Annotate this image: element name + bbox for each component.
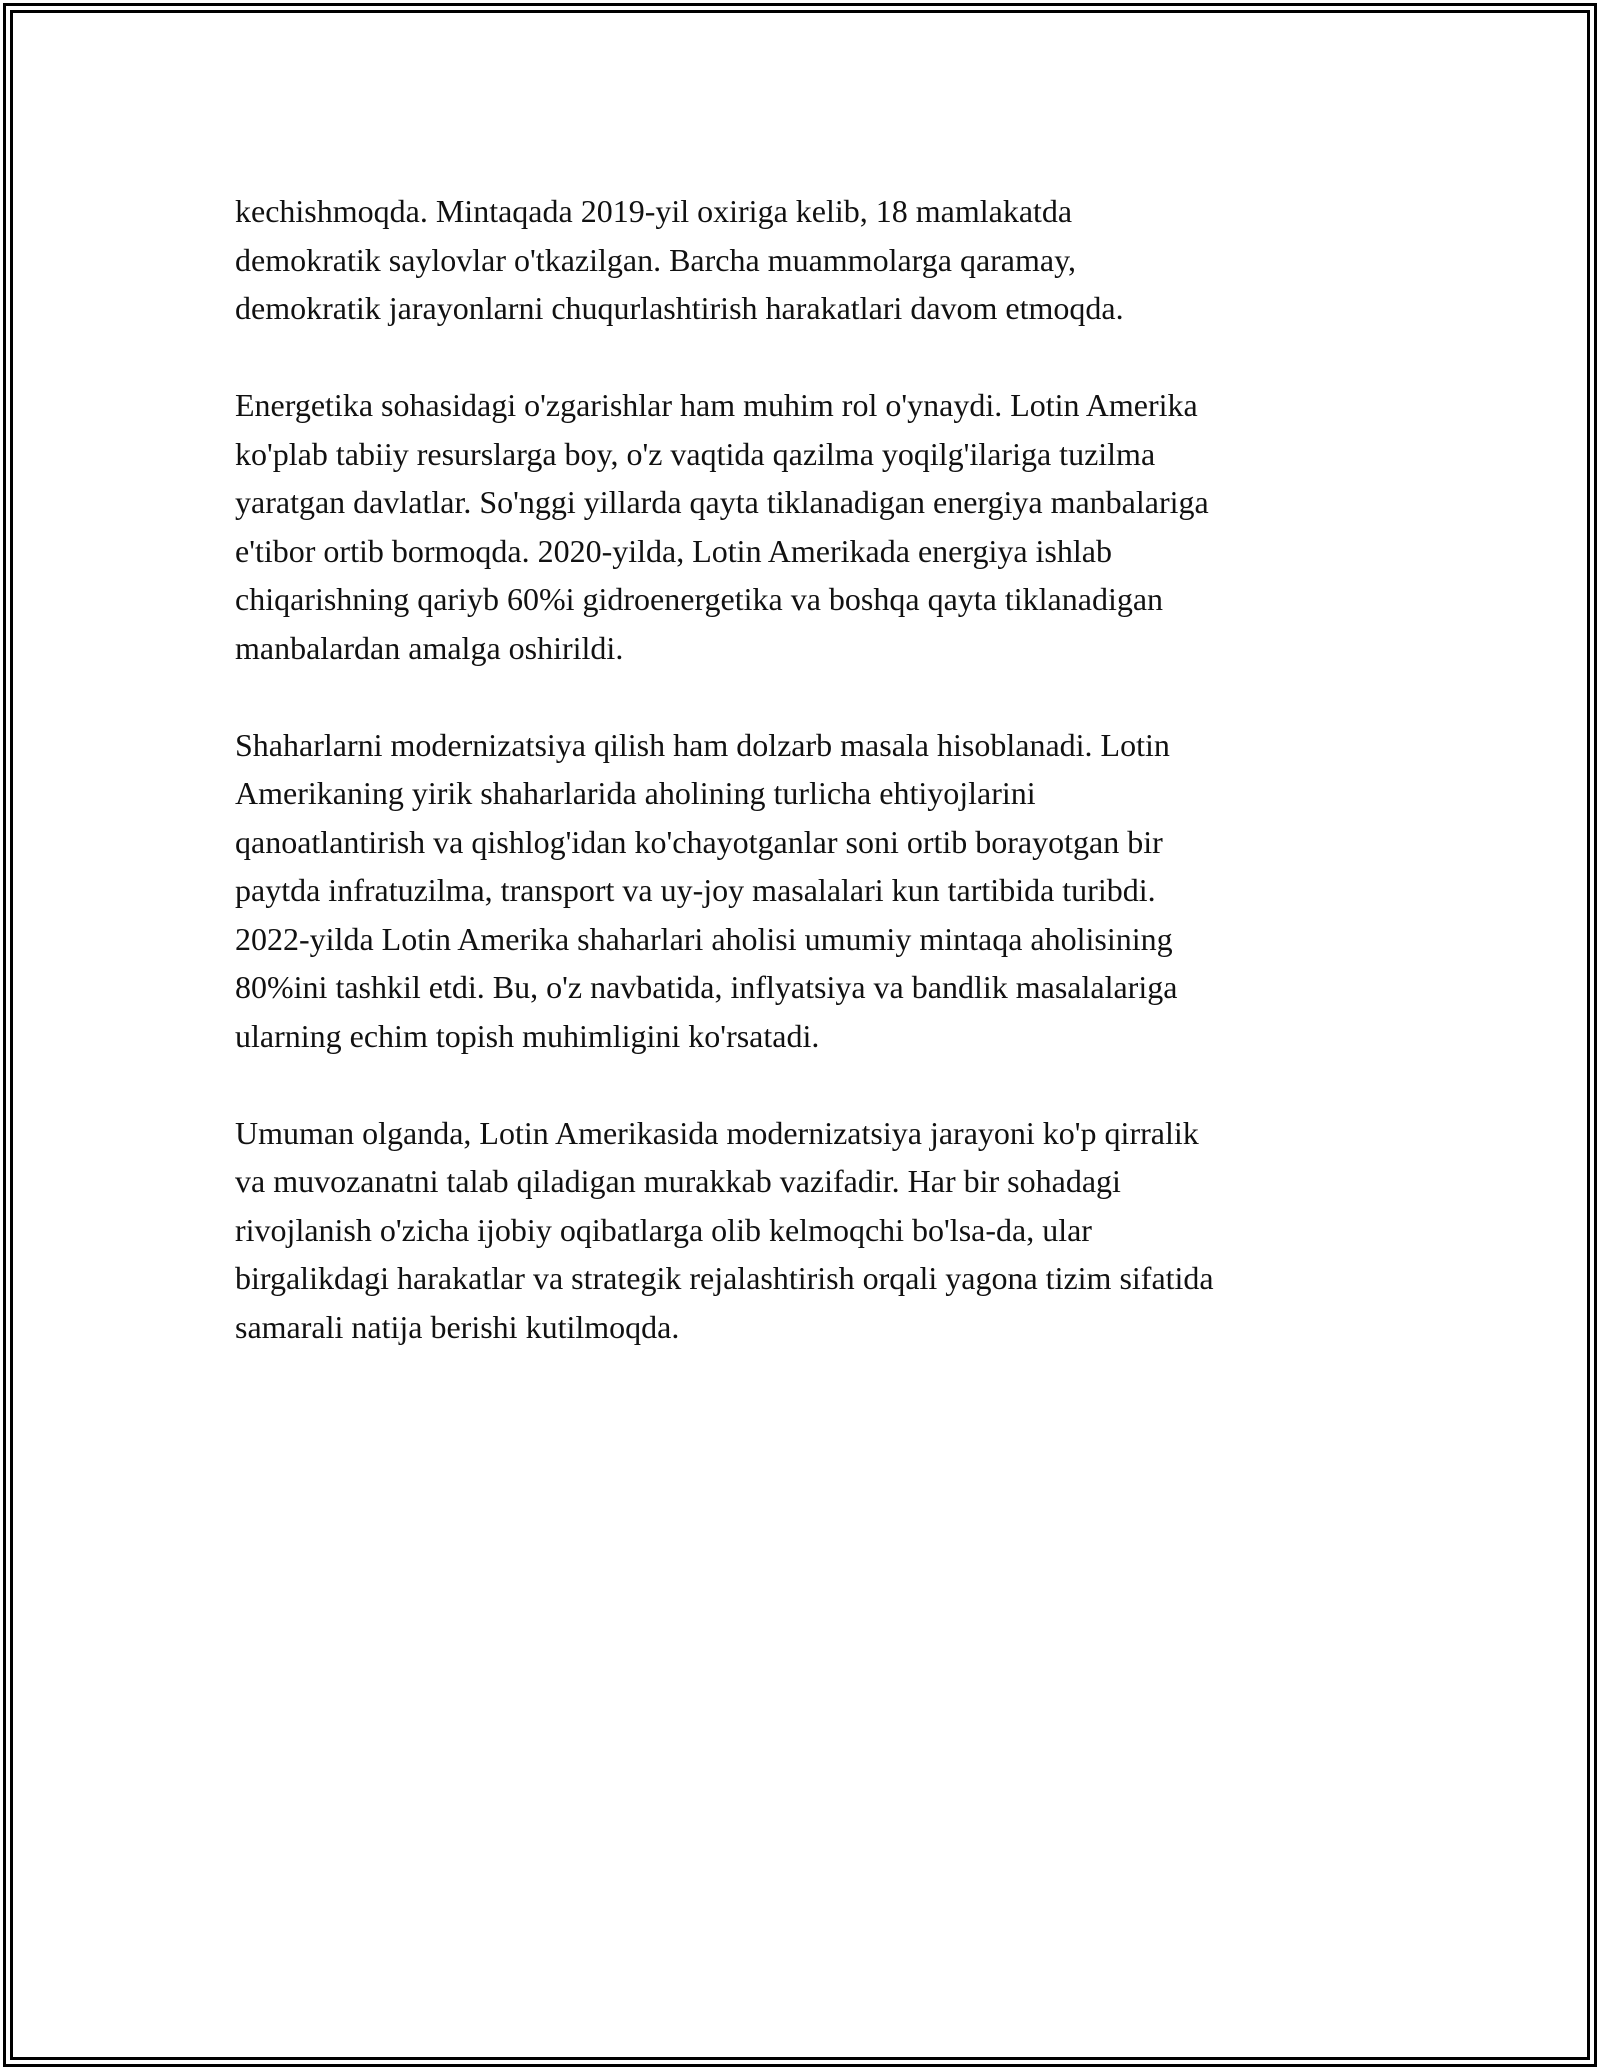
text-line: rivojlanish o'zicha ijobiy oqibatlarga olib kelmoqchi bo'lsa-da, ular — [235, 1211, 1092, 1248]
text-line: e'tibor ortib bormoqda. 2020-yilda, Lotin Amerikada energiya ishlab — [235, 532, 1112, 569]
text-line: ko'plab tabiiy resurslarga boy, o'z vaqtida qazilma yoqilg'ilariga tuzilma — [235, 435, 1156, 472]
text-line: yaratgan davlatlar. So'nggi yillarda qayta tiklanadigan energiya manbalariga — [235, 484, 1209, 520]
text-line: demokratik saylovlar o'tkazilgan. Barcha muammolarga qaramay, — [235, 241, 1077, 278]
paragraph-democracy — [235, 187, 1370, 333]
text-line: manbalardan amalga oshirildi. — [235, 629, 624, 666]
text-line: birgalikdagi harakatlar va strategik rejalashtirish orqali yagona tizim sifatida — [235, 1260, 1214, 1296]
text-line: 80%ini tashkil etdi. Bu, o'z navbatida, inflyatsiya va bandlik masalalariga — [235, 969, 1178, 1005]
paragraph-conclusion — [235, 1109, 1370, 1352]
text-line: Amerikaning yirik shaharlarida aholining turlicha ehtiyojlarini — [235, 775, 1036, 811]
text-line: chiqarishning qariyb 60%i gidroenergetika va boshqa qayta tiklanadigan — [235, 581, 1164, 617]
document-body — [235, 187, 1370, 1400]
text-line: 2022-yilda Lotin Amerika shaharlari aholisi umumiy mintaqa aholisining — [235, 920, 1173, 957]
text-line: va muvozanatni talab qiladigan murakkab vazifadir. Har bir sohadagi — [235, 1163, 1121, 1199]
text-line: qanoatlantirish va qishlog'idan ko'chayotganlar soni ortib borayotgan bir — [235, 823, 1163, 860]
text-line: demokratik jarayonlarni chuqurlashtirish harakatlari davom etmoqda. — [235, 290, 1124, 326]
text-line: samarali natija berishi kutilmoqda. — [235, 1308, 680, 1345]
text-line: paytda infratuzilma, transport va uy-joy masalalari kun tartibida turibdi. — [235, 872, 1156, 908]
text-line: ularning echim topish muhimligini ko'rsatadi. — [235, 1017, 820, 1054]
text-line: Energetika sohasidagi o'zgarishlar ham muhim rol o'ynaydi. Lotin Amerika — [235, 387, 1198, 423]
paragraph-urbanization — [235, 721, 1370, 1061]
text-line: Umuman olganda, Lotin Amerikasida modernizatsiya jarayoni ko'p qirralik — [235, 1114, 1199, 1151]
text-line: Shaharlarni modernizatsiya qilish ham dolzarb masala hisoblanadi. Lotin — [235, 726, 1170, 763]
text-line: kechishmoqda. Mintaqada 2019-yil oxiriga kelib, 18 mamlakatda — [235, 193, 1073, 229]
paragraph-energy — [235, 381, 1370, 672]
